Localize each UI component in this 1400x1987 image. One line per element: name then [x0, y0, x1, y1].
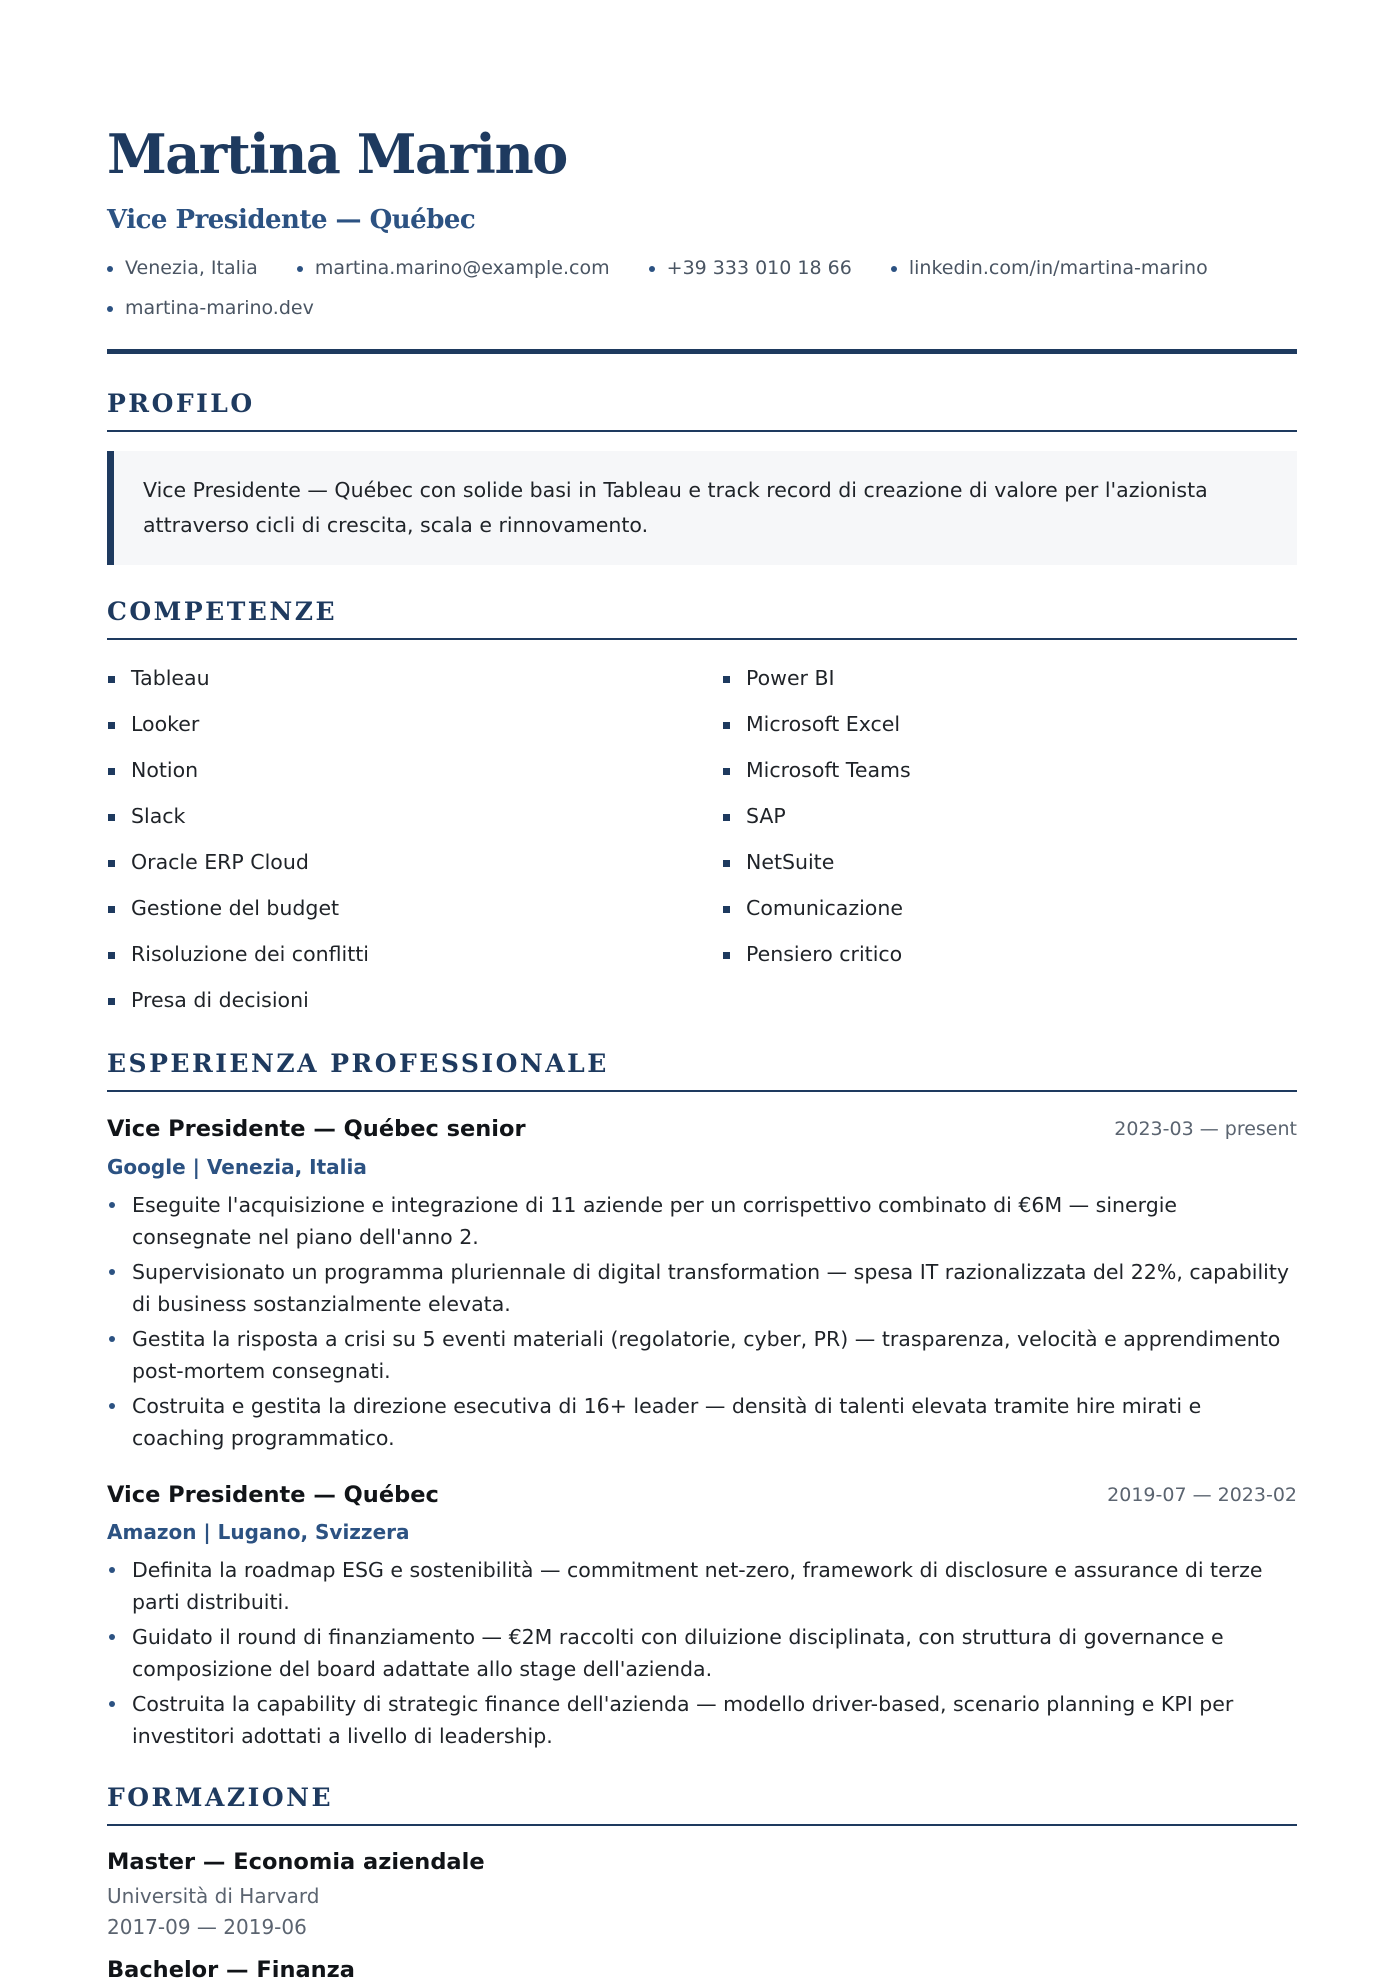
contact-email[interactable]: martina.marino@example.com: [297, 252, 610, 284]
skill-item: Slack: [107, 798, 185, 834]
skill-item: Microsoft Excel: [722, 706, 900, 742]
job-company: Amazon | Lugano, Svizzera: [107, 1520, 410, 1544]
experience-heading: ESPERIENZA PROFESSIONALE: [107, 1046, 1297, 1092]
job-title: Vice Presidente — Québec senior: [107, 1116, 526, 1142]
job-dates: 2023-03 — present: [1114, 1118, 1297, 1140]
job-bullet: Eseguite l'acquisizione e integrazione di 11 aziende per un corrispettivo combinato di €6M — sinergie consegnate nel piano dell'anno 2.: [107, 1189, 1297, 1253]
skill-item: Tableau: [107, 660, 210, 696]
education-degree: Bachelor — Finanza: [107, 1957, 355, 1983]
skill-item: Power BI: [722, 660, 835, 696]
skill-item: Risoluzione dei conflitti: [107, 936, 369, 972]
contact-location: Venezia, Italia: [107, 252, 258, 284]
contact-linkedin[interactable]: linkedin.com/in/martina-marino: [891, 252, 1208, 284]
skill-item: Presa di decisioni: [107, 982, 309, 1018]
job-bullets: [107, 1554, 1297, 1755]
candidate-title: Vice Presidente — Québec: [107, 205, 476, 235]
job-dates: 2019-07 — 2023-02: [1107, 1484, 1297, 1506]
skill-item: Comunicazione: [722, 890, 903, 926]
skill-item: Looker: [107, 706, 199, 742]
skills-heading: COMPETENZE: [107, 594, 1297, 640]
job-bullet: Gestita la risposta a crisi su 5 eventi materiali (regolatorie, cyber, PR) — trasparenza, velocità e apprendimento post-mortem consegnati.: [107, 1323, 1297, 1387]
contact-phone[interactable]: +39 333 010 18 66: [649, 252, 852, 284]
profile-summary: Vice Presidente — Québec con solide basi in Tableau e track record di creazione di valore per l'azionista attraverso cicli di crescita, scala e rinnovamento.: [107, 451, 1297, 565]
contact-list: [107, 252, 1297, 332]
contact-row: [107, 252, 1297, 292]
education-school: Università di Harvard: [107, 1884, 320, 1908]
job-bullet: Costruita e gestita la direzione esecutiva di 16+ leader — densità di talenti elevata tramite hire mirati e coaching programmatico.: [107, 1390, 1297, 1454]
skill-item: Pensiero critico: [722, 936, 902, 972]
contact-website[interactable]: martina-marino.dev: [107, 292, 314, 324]
skill-item: Gestione del budget: [107, 890, 339, 926]
contact-row: [107, 292, 1297, 332]
job-bullet: Costruita la capability di strategic finance dell'azienda — modello driver-based, scenario planning e KPI per investitori adottati a livello di leadership.: [107, 1688, 1297, 1752]
skill-item: NetSuite: [722, 844, 834, 880]
job-bullet: Guidato il round di finanziamento — €2M raccolti con diluizione disciplinata, con struttura di governance e composizione del board adattate allo stage dell'azienda.: [107, 1621, 1297, 1685]
candidate-name: Martina Marino: [107, 122, 567, 186]
job-company: Google | Venezia, Italia: [107, 1155, 367, 1179]
job-bullet: Definita la roadmap ESG e sostenibilità — commitment net-zero, framework di disclosure e assurance di terze parti distribuiti.: [107, 1554, 1297, 1618]
skill-item: Notion: [107, 752, 198, 788]
job-bullets: [107, 1189, 1297, 1457]
skill-item: Oracle ERP Cloud: [107, 844, 309, 880]
education-dates: 2017-09 — 2019-06: [107, 1915, 307, 1939]
education-heading: FORMAZIONE: [107, 1780, 1297, 1826]
job-bullet: Supervisionato un programma pluriennale di digital transformation — spesa IT razionalizzata del 22%, capability di business sostanzialmente elevata.: [107, 1256, 1297, 1320]
education-degree: Master — Economia aziendale: [107, 1849, 485, 1875]
skill-item: Microsoft Teams: [722, 752, 911, 788]
header-divider: [107, 349, 1297, 354]
skill-item: SAP: [722, 798, 786, 834]
profile-heading: PROFILO: [107, 386, 1297, 432]
job-title: Vice Presidente — Québec: [107, 1482, 439, 1508]
